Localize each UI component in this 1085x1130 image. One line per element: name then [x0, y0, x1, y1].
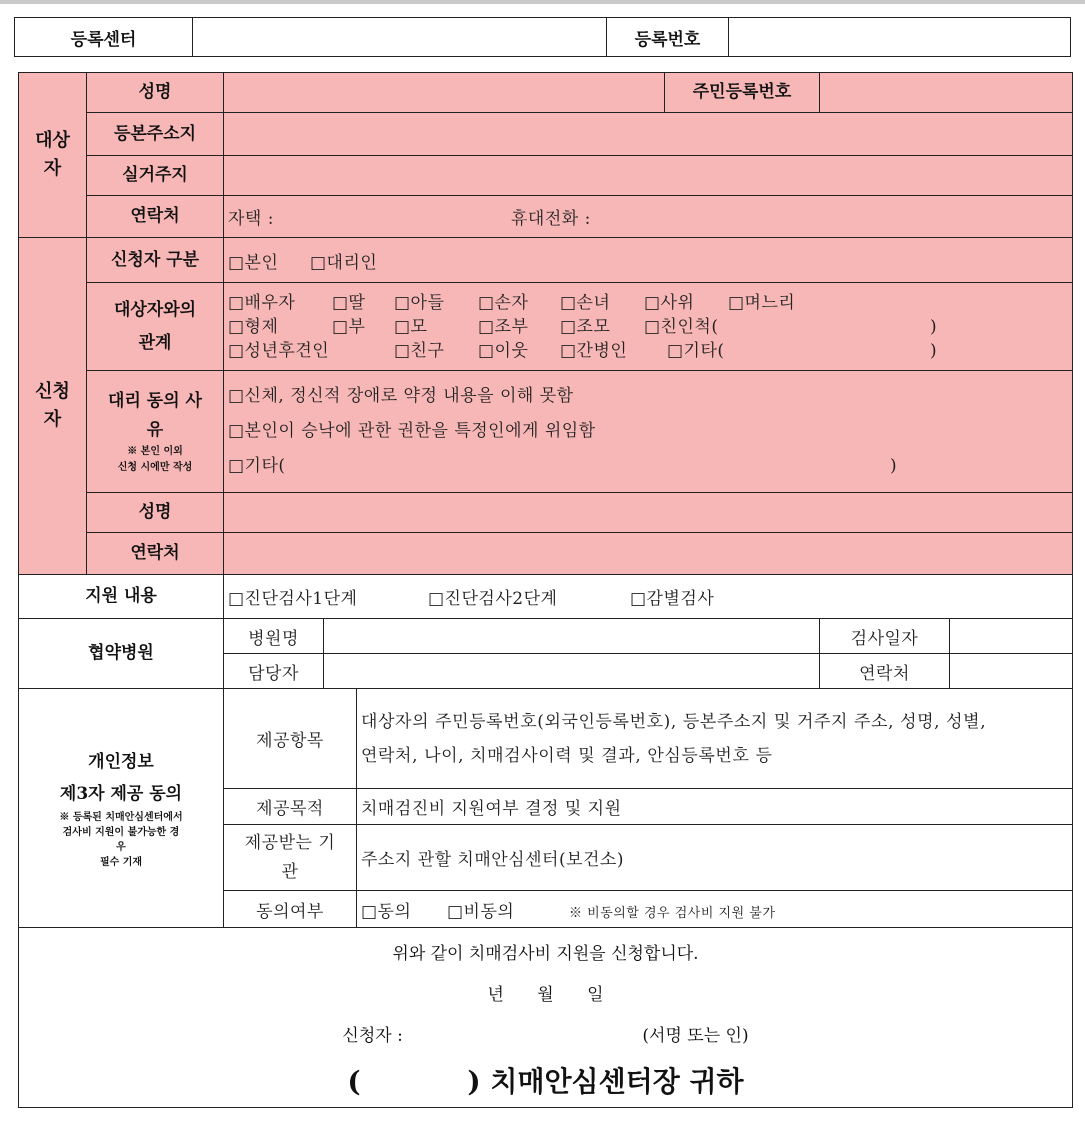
- relation-daughter-in-law-checkbox[interactable]: □며느리: [728, 292, 796, 313]
- relation-relative-close: ): [930, 316, 938, 337]
- relation-daughter-checkbox[interactable]: □딸: [332, 292, 366, 313]
- consent-disagree-checkbox[interactable]: □비동의: [447, 901, 515, 922]
- subject-name-field[interactable]: [224, 73, 665, 113]
- applicant-name-field[interactable]: [224, 493, 1073, 533]
- relation-grandmother-checkbox[interactable]: □조모: [560, 316, 611, 337]
- applicant-sign-label: 신청자 :: [342, 1026, 403, 1046]
- proxy-reason-cell: [87, 371, 224, 493]
- proxy-reason-options: [224, 371, 1073, 493]
- relation-other-close: ): [930, 340, 938, 361]
- subject-contact-field[interactable]: [224, 196, 1073, 238]
- exam-date-field[interactable]: [950, 619, 1073, 654]
- date-line: 년 월 일: [487, 985, 604, 1005]
- relation-options: [224, 283, 1073, 371]
- subject-section-label: 대상 자: [19, 73, 87, 238]
- signature-placeholder: (서명 또는 인): [642, 1026, 749, 1046]
- support-stage1-checkbox[interactable]: □진단검사1단계: [228, 589, 358, 609]
- self-checkbox[interactable]: □본인: [228, 252, 279, 273]
- proxy-reason-disability-checkbox[interactable]: □신체, 정신적 장애로 약정 내용을 이해 못함: [228, 386, 574, 406]
- subject-name-label: 성명: [87, 73, 224, 113]
- applicant-type-options: [224, 238, 1073, 283]
- consent-agree-checkbox[interactable]: □동의: [361, 901, 412, 922]
- addressee: ) 치매안심센터장 귀하: [467, 1065, 744, 1098]
- support-stage2-checkbox[interactable]: □진단검사2단계: [428, 589, 558, 609]
- recipient-label: 제공받는 기 관: [224, 825, 357, 891]
- proxy-checkbox[interactable]: □대리인: [310, 252, 378, 273]
- addressee-open: (: [347, 1065, 361, 1098]
- privacy-cell: [19, 689, 224, 928]
- relation-spouse-checkbox[interactable]: □배우자: [228, 292, 296, 313]
- relation-grandfather-checkbox[interactable]: □조부: [478, 316, 529, 337]
- manager-field[interactable]: [324, 654, 820, 689]
- relation-sibling-checkbox[interactable]: □형제: [228, 316, 279, 337]
- recipient-text: 주소지 관할 치매안심센터(보건소): [357, 825, 1073, 891]
- manager-label: 담당자: [224, 654, 324, 689]
- hospital-label: 협약병원: [19, 619, 224, 689]
- support-label: 지원 내용: [19, 575, 224, 619]
- relation-granddaughter-checkbox[interactable]: □손녀: [560, 292, 611, 313]
- applicant-type-label: 신청자 구분: [87, 238, 224, 283]
- relation-row-2: [228, 315, 1068, 339]
- relation-son-checkbox[interactable]: □아들: [394, 292, 445, 313]
- proxy-reason-other-close: ): [890, 456, 898, 476]
- registration-number-field[interactable]: [729, 18, 1071, 57]
- consent-note: ※ 비동의할 경우 검사비 지원 불가: [569, 905, 776, 921]
- proxy-reason-other-checkbox[interactable]: □기타(: [228, 456, 286, 476]
- consent-label: 동의여부: [224, 891, 357, 928]
- registration-center-label: 등록센터: [15, 18, 193, 57]
- hospital-contact-field[interactable]: [950, 654, 1073, 689]
- relation-relative-checkbox[interactable]: □친인척(: [644, 316, 719, 337]
- relation-label: 대상자와의 관계: [87, 283, 224, 371]
- subject-registered-address-label: 등본주소지: [87, 113, 224, 156]
- privacy-label: 개인정보 제3자 제공 동의: [59, 751, 183, 804]
- relation-neighbor-checkbox[interactable]: □이웃: [478, 340, 529, 361]
- privacy-note: ※ 등록된 치매안심센터에서 검사비 지원이 불가능한 경 우 필수 기재: [59, 812, 183, 869]
- relation-mother-checkbox[interactable]: □모: [394, 316, 428, 337]
- subject-rrn-field[interactable]: [820, 73, 1073, 113]
- applicant-contact-field[interactable]: [224, 533, 1073, 575]
- registration-center-field[interactable]: [193, 18, 607, 57]
- home-phone-label: 자택 :: [228, 209, 274, 229]
- registration-header-table: [14, 17, 1071, 57]
- consent-options: [357, 891, 1073, 928]
- subject-rrn-label: 주민등록번호: [665, 73, 820, 113]
- proxy-reason-other-row: [228, 449, 1068, 484]
- relation-caregiver-checkbox[interactable]: □간병인: [560, 340, 628, 361]
- registration-number-label: 등록번호: [607, 18, 729, 57]
- hospital-name-label: 병원명: [224, 619, 324, 654]
- footer-cell: [19, 928, 1073, 1108]
- hospital-contact-label: 연락처: [820, 654, 950, 689]
- relation-row-3: [228, 339, 1068, 363]
- relation-guardian-checkbox[interactable]: □성년후견인: [228, 340, 330, 361]
- applicant-signature-line: [23, 1021, 1068, 1046]
- items-text: 대상자의 주민등록번호(외국인등록번호), 등본주소지 및 거주지 주소, 성명, 성별, 연락처, 나이, 치매검사이력 및 결과, 안심등록번호 등: [357, 689, 1073, 789]
- subject-residence-field[interactable]: [224, 156, 1073, 196]
- relation-grandson-checkbox[interactable]: □손자: [478, 292, 529, 313]
- applicant-contact-label: 연락처: [87, 533, 224, 575]
- relation-son-in-law-checkbox[interactable]: □사위: [644, 292, 695, 313]
- purpose-text: 치매검진비 지원여부 결정 및 지원: [357, 789, 1073, 825]
- subject-registered-address-field[interactable]: [224, 113, 1073, 156]
- statement: 위와 같이 치매검사비 지원을 신청합니다.: [392, 944, 699, 964]
- addressee-line: [23, 1060, 1068, 1100]
- proxy-reason-delegation-checkbox[interactable]: □본인이 승낙에 관한 권한을 특정인에게 위임함: [228, 421, 596, 441]
- relation-friend-checkbox[interactable]: □친구: [394, 340, 445, 361]
- mobile-phone-label: 휴대전화 :: [511, 209, 591, 229]
- exam-date-label: 검사일자: [820, 619, 950, 654]
- relation-other-checkbox[interactable]: □기타(: [667, 340, 725, 361]
- support-options: [224, 575, 1073, 619]
- relation-father-checkbox[interactable]: □부: [332, 316, 366, 337]
- hospital-name-field[interactable]: [324, 619, 820, 654]
- applicant-name-label: 성명: [87, 493, 224, 533]
- purpose-label: 제공목적: [224, 789, 357, 825]
- subject-residence-label: 실거주지: [87, 156, 224, 196]
- relation-row-1: [228, 291, 1068, 315]
- application-form-table: [18, 72, 1073, 1108]
- top-rule: [0, 0, 1085, 4]
- items-label: 제공항목: [224, 689, 357, 789]
- applicant-section-label: 신청 자: [19, 238, 87, 575]
- proxy-reason-label: 대리 동의 사 유: [108, 390, 202, 440]
- support-differential-checkbox[interactable]: □감별검사: [630, 589, 715, 609]
- proxy-note: ※ 본인 이외 신청 시에만 작성: [117, 446, 193, 474]
- subject-contact-label: 연락처: [87, 196, 224, 238]
